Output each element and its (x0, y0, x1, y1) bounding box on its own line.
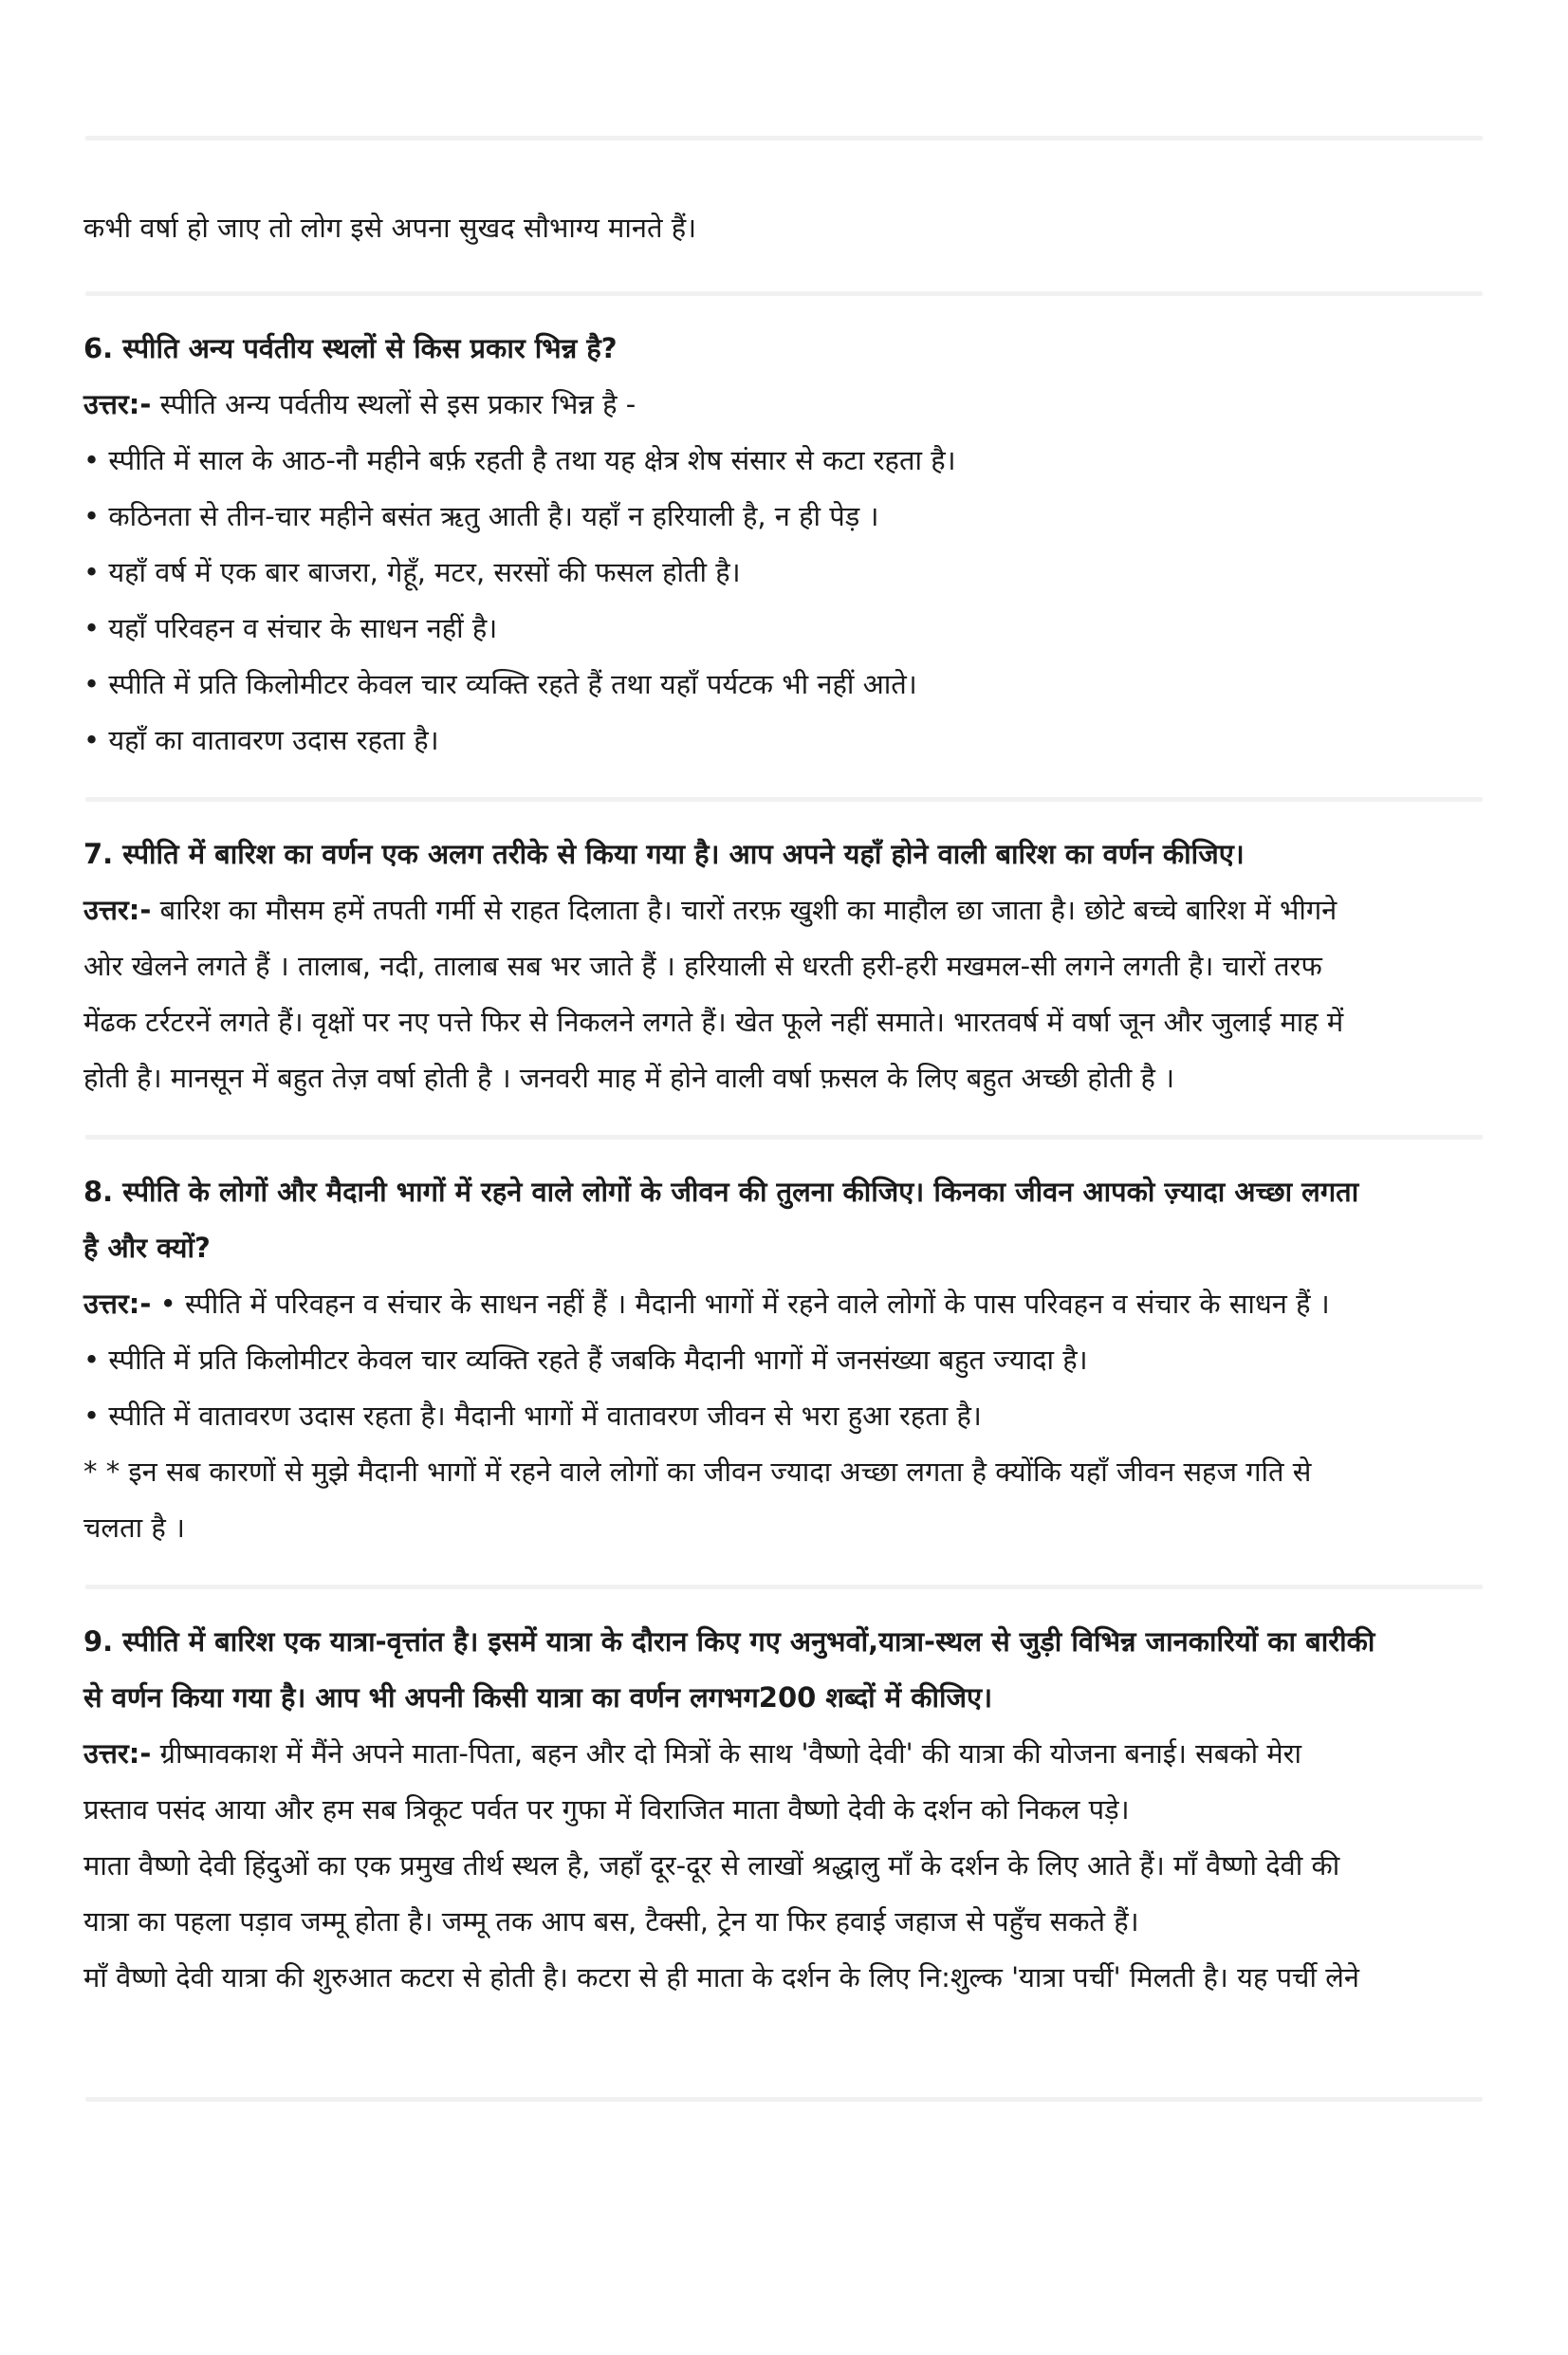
answer-7-line: ओर खेलने लगते हैं । तालाब, नदी, तालाब सब भर जाते हैं । हरियाली से धरती हरी-हरी मखमल-सी लगने लगती है। चारों तरफ (83, 950, 1322, 982)
answer-8-line (83, 1276, 1485, 1332)
answer-9-line: माता वैष्णो देवी हिंदुओं का एक प्रमुख तीर्थ स्थल है, जहाँ दूर-दूर से लाखों श्रद्धालु माँ के दर्शन के लिए आते हैं। माँ वैष्णो देवी की (83, 1849, 1340, 1882)
question-8-section (83, 1164, 1485, 1556)
answer-label: उत्तर:- (83, 894, 152, 926)
answer-label: उत्तर:- (83, 1737, 152, 1770)
answer-8-line: • स्पीति में वातावरण उदास रहता है। मैदानी भागों में वातावरण जीवन से भरा हुआ रहता है। (83, 1400, 982, 1432)
answer-8-first-text: • स्पीति में परिवहन व संचार के साधन नहीं हैं । मैदानी भागों में रहने वाले लोगों के पास परिवहन व संचार के साधन हैं । (151, 1288, 1330, 1320)
answer-7-line: होती है। मानसून में बहुत तेज़ वर्षा होती है । जनवरी माह में होने वाली वर्षा फ़सल के लिए बहुत अच्छी होती है । (83, 1062, 1175, 1094)
answer-7-line: मेंढक टर्रटरनें लगते हैं। वृक्षों पर नए पत्ते फिर से निकलने लगते हैं। खेत फूले नहीं समाते। भारतवर्ष में वर्षा जून और जुलाई माह में (83, 1006, 1344, 1038)
answer-6-intro-text: स्पीति अन्य पर्वतीय स्थलों से इस प्रकार भिन्न है - (151, 388, 636, 420)
answer-6-bullet: • यहाँ का वातावरण उदास रहता है। (83, 724, 439, 756)
document-page (0, 136, 1568, 2355)
answer-9-line: प्रस्ताव पसंद आया और हम सब त्रिकूट पर्वत पर गुफा में विराजित माता वैष्णो देवी के दर्शन को निकल पड़े। (83, 1793, 1130, 1826)
question-6-section (83, 321, 1485, 769)
question-7-section (83, 826, 1485, 1106)
divider (85, 2097, 1483, 2102)
question-8-heading: 8. स्पीति के लोगों और मैदानी भागों में रहने वाले लोगों के जीवन की तुलना कीजिए। किनका जीवन आपको ज़्यादा अच्छा लगता (83, 1176, 1359, 1208)
answer-6-bullet: • स्पीति में प्रति किलोमीटर केवल चार व्यक्ति रहते हैं तथा यहाँ पर्यटक भी नहीं आते। (83, 668, 917, 700)
answer-label: उत्तर:- (83, 1288, 152, 1320)
question-9-section (83, 1614, 1485, 2006)
answer-6-bullet: • कठिनता से तीन-चार महीने बसंत ऋतु आती है। यहाँ न हरियाली है, न ही पेड़ । (83, 500, 879, 532)
question-7-heading: 7. स्पीति में बारिश का वर्णन एक अलग तरीके से किया गया है। आप अपने यहाँ होने वाली बारिश का वर्णन कीजिए। (83, 838, 1245, 870)
answer-8-line: • स्पीति में प्रति किलोमीटर केवल चार व्यक्ति रहते हैं जबकि मैदानी भागों में जनसंख्या बहुत ज्यादा है। (83, 1344, 1088, 1376)
answer-9-line (83, 1726, 1485, 1782)
question-9-heading: 9. स्पीति में बारिश एक यात्रा-वृत्तांत है। इसमें यात्रा के दौरान किए गए अनुभवों,यात्रा-स्थल से जुड़ी विभिन्न जानकारियों का बारीकी (83, 1625, 1375, 1658)
answer-9-line: यात्रा का पहला पड़ाव जम्मू होता है। जम्मू तक आप बस, टैक्सी, ट्रेन या फिर हवाई जहाज से पहुँच सकते हैं। (83, 1905, 1139, 1938)
answer-8-line: चलता है । (83, 1511, 185, 1544)
question-9-heading: से वर्णन किया गया है। आप भी अपनी किसी यात्रा का वर्णन लगभग200 शब्दों में कीजिए। (83, 1681, 993, 1714)
divider (85, 1585, 1483, 1589)
answer-9-line: माँ वैष्णो देवी यात्रा की शुरुआत कटरा से होती है। कटरा से ही माता के दर्शन के लिए नि:शुल्क 'यात्रा पर्ची' मिलती है। यह पर्ची लेने (83, 1961, 1359, 1993)
answer-7-first-text: बारिश का मौसम हमें तपती गर्मी से राहत दिलाता है। चारों तरफ़ खुशी का माहौल छा जाता है। छोटे बच्चे बारिश में भीगने (151, 894, 1337, 926)
answer-6-bullet: • यहाँ वर्ष में एक बार बाजरा, गेहूँ, मटर, सरसों की फसल होती है। (83, 556, 741, 588)
divider (85, 797, 1483, 802)
divider (85, 1135, 1483, 1140)
answer-7-line (83, 882, 1485, 938)
answer-6-bullet: • यहाँ परिवहन व संचार के साधन नहीं है। (83, 612, 498, 644)
divider (85, 136, 1483, 140)
question-8-heading: है और क्यों? (83, 1232, 211, 1264)
divider (85, 291, 1483, 296)
answer-8-line: * * इन सब कारणों से मुझे मैदानी भागों में रहने वाले लोगों का जीवन ज्यादा अच्छा लगता है क्योंकि यहाँ जीवन सहज गति से (83, 1456, 1312, 1488)
answer-6-intro (83, 377, 1485, 433)
answer-6-bullet: • स्पीति में साल के आठ-नौ महीने बर्फ़ रहती है तथा यह क्षेत्र शेष संसार से कटा रहता है। (83, 444, 956, 476)
intro-line: कभी वर्षा हो जाए तो लोग इसे अपना सुखद सौभाग्य मानते हैं। (83, 212, 697, 244)
question-6-heading: 6. स्पीति अन्य पर्वतीय स्थलों से किस प्रकार भिन्न है? (83, 332, 618, 364)
answer-label: उत्तर:- (83, 388, 152, 420)
answer-9-first-text: ग्रीष्मावकाश में मैंने अपने माता-पिता, बहन और दो मित्रों के साथ 'वैष्णो देवी' की यात्रा की योजना बनाई। सबको मेरा (151, 1737, 1302, 1770)
